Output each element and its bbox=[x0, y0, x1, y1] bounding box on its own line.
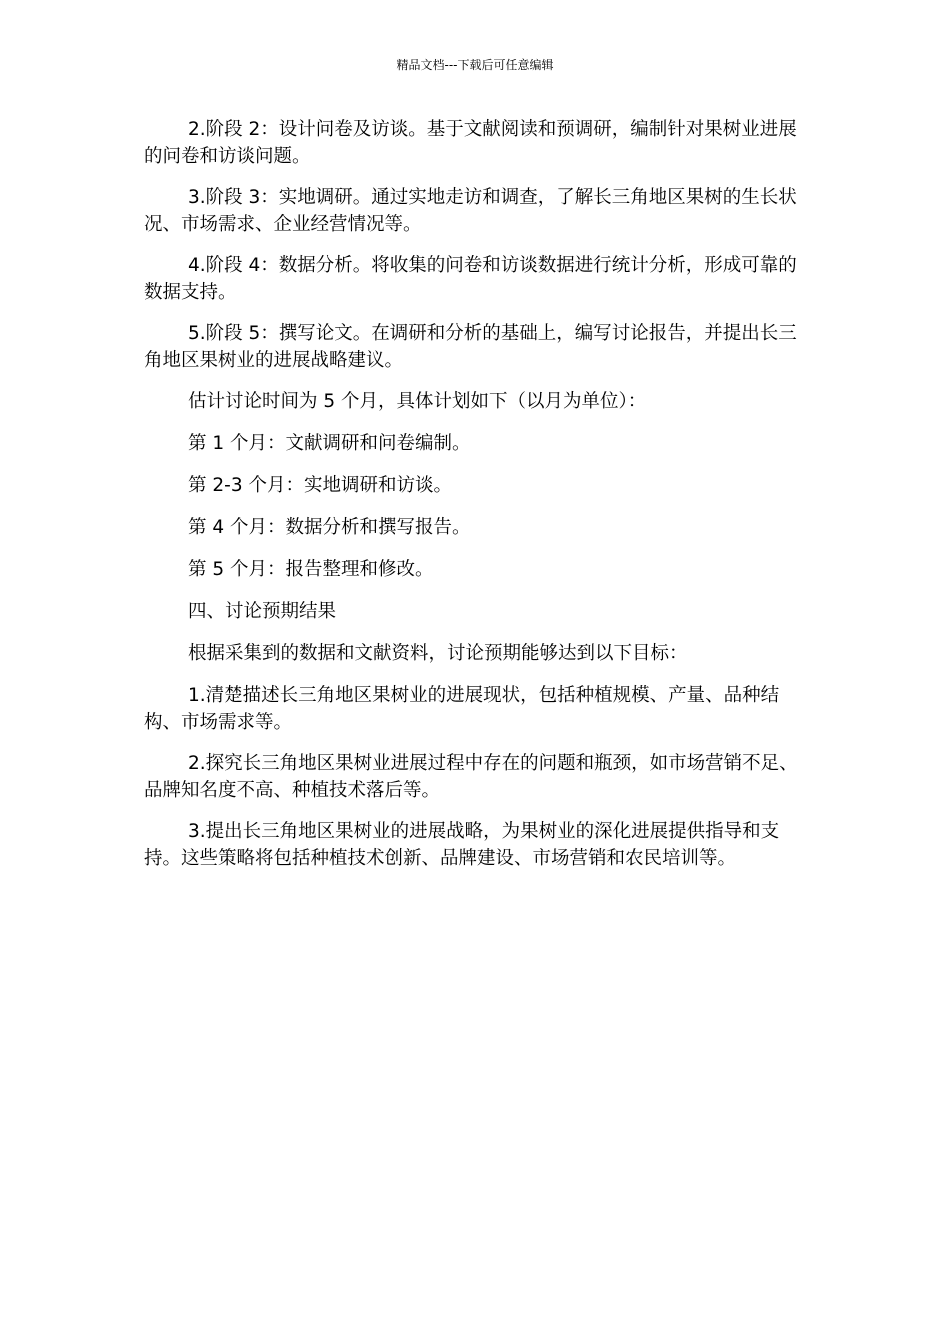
paragraph-month-1: 第 1 个月：文献调研和问卷编制。 bbox=[188, 433, 471, 454]
paragraph-stage-4: 4.阶段 4：数据分析。将收集的问卷和访谈数据进行统计分析，形成可靠的数据支持。 bbox=[144, 255, 797, 303]
paragraph-month-2-3: 第 2-3 个月：实地调研和访谈。 bbox=[188, 475, 452, 496]
section-heading-expected-results: 四、讨论预期结果 bbox=[188, 601, 337, 622]
paragraph-goal-2: 2.探究长三角地区果树业进展过程中存在的问题和瓶颈，如市场营销不足、品牌知名度不高、种植技术落后等。 bbox=[144, 753, 798, 801]
paragraph-goal-3: 3.提出长三角地区果树业的进展战略，为果树业的深化进展提供指导和支持。这些策略将包括种植技术创新、品牌建设、市场营销和农民培训等。 bbox=[144, 821, 780, 869]
paragraph-stage-5: 5.阶段 5：撰写论文。在调研和分析的基础上，编写讨论报告，并提出长三角地区果树业的进展战略建议。 bbox=[144, 323, 797, 371]
paragraph-stage-2: 2.阶段 2：设计问卷及访谈。基于文献阅读和预调研，编制针对果树业进展的问卷和访谈问题。 bbox=[144, 119, 797, 167]
page-header: 精品文档---下载后可任意编辑 bbox=[396, 58, 554, 72]
paragraph-goal-1: 1.清楚描述长三角地区果树业的进展现状，包括种植规模、产量、品种结构、市场需求等。 bbox=[144, 685, 780, 733]
paragraph-schedule-intro: 估计讨论时间为 5 个月，具体计划如下（以月为单位）： bbox=[188, 391, 647, 412]
paragraph-stage-3: 3.阶段 3：实地调研。通过实地走访和调查，了解长三角地区果树的生长状况、市场需求、企业经营情况等。 bbox=[144, 187, 797, 235]
paragraph-month-5: 第 5 个月：报告整理和修改。 bbox=[188, 559, 434, 580]
paragraph-month-4: 第 4 个月：数据分析和撰写报告。 bbox=[188, 517, 471, 538]
document-body bbox=[144, 116, 808, 886]
paragraph-results-intro: 根据采集到的数据和文献资料，讨论预期能够达到以下目标： bbox=[188, 643, 688, 664]
